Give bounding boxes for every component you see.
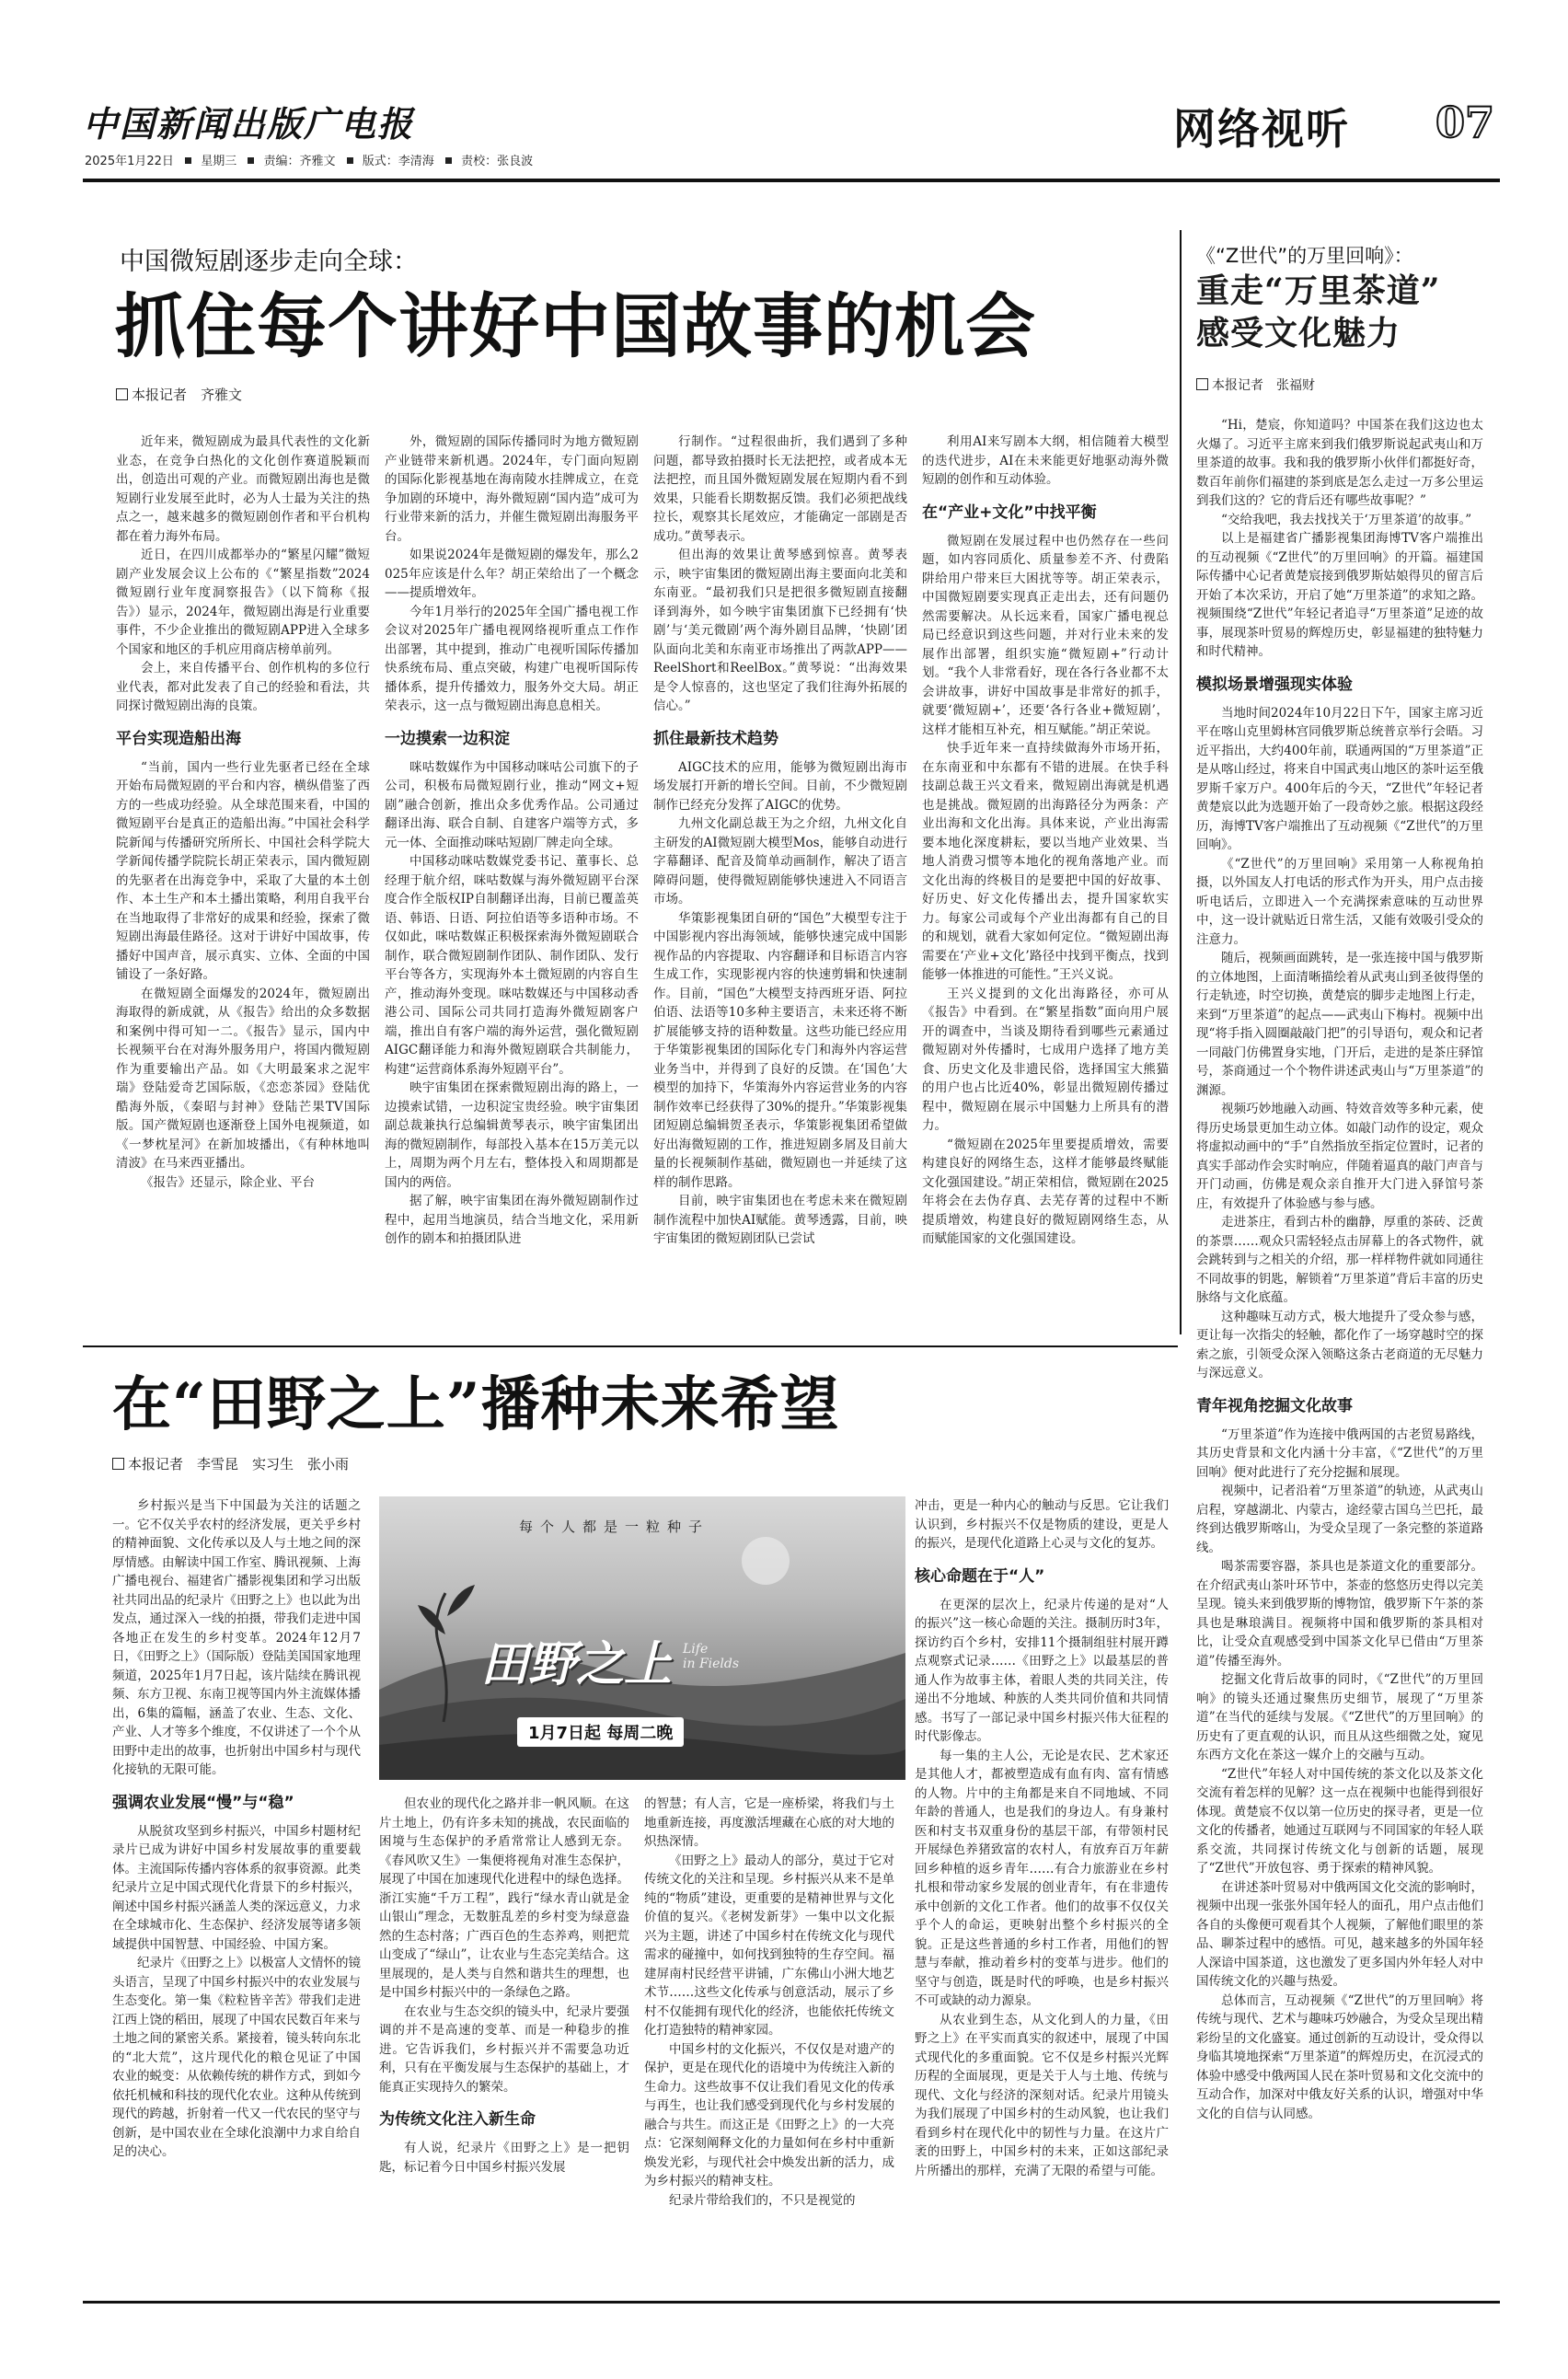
paragraph: 总体而言，互动视频《“Z世代”的万里回响》将传统与现代、艺术与趣味巧妙融合，为受众呈现出精彩纷呈的文化盛宴。通过创新的互动设计，受众得以身临其境地探索“万里茶道”的辉煌历史，在沉浸式的体验中感受中俄两国人民在茶叶贸易和文化交流中的互动合作，加深对中俄友好关系的认识，增强对中华文化的自信与认同感。: [1196, 1992, 1483, 2121]
editor-credit: 责编：齐雅文: [263, 155, 336, 168]
paragraph: 冲击，更是一种内心的触动与反思。它让我们认识到，乡村振兴不仅是物质的建设，更是人的振兴，是现代化道路上心灵与文化的复苏。: [915, 1498, 1169, 1551]
col1-paras-a: [116, 433, 370, 716]
paragraph: AIGC技术的应用，能够为微短剧出海市场发展打开新的增长空间。目前，不少微短剧制作已经充分发挥了AIGC的优势。: [653, 759, 907, 813]
page-number: 07: [1435, 98, 1495, 147]
subheading-simulation: 模拟场景增强现实体验: [1196, 675, 1353, 694]
paragraph: 会上，来自传播平台、创作机构的多位行业代表，都对此发表了自己的经验和看法，共同探讨微短剧出海的良策。: [116, 661, 370, 713]
article2-kicker: 《“Z世代”的万里回响》：: [1196, 245, 1413, 267]
article1-title: 抓住每个讲好中国故事的机会: [115, 285, 1036, 367]
paragraph: 乡村振兴是当下中国最为关注的话题之一。它不仅关乎农村的经济发展，更关乎乡村的精神面貌、文化传承以及人与土地之间的深厚情感。由解读中国工作室、腾讯视频、上海广播电视台、福建省广播影视集团和学习出版社共同出品的纪录片《田野之上》也以此为出发点，通过深入一线的拍摄，带我们走进中国各地正在发生的乡村变革。2024年12月7日，《田野之上》（国际版）登陆美国国家地理频道，2025年1月7日起，该片陆续在腾讯视频、东方卫视、东南卫视等国内外主流媒体播出，6集的篇幅，涵盖了农业、生态、文化、产业、人才等多个维度，不仅讲述了一个个从田野中走出的故事，也折射出中国乡村与现代化接轨的无限可能。: [112, 1498, 361, 1777]
paragraph: 但农业的现代化之路并非一帆风顺。在这片土地上，仍有许多未知的挑战，农民面临的困境与生态保护的矛盾常常让人感到无奈。《春风吹又生》一集便将视角对准生态保护，展现了中国在加速现代化进程中的绿色选择。浙江实施“千万工程”，践行“绿水青山就是金山银山”理念，无数脏乱差的乡村变为绿意盎然的生态村落；广西百色的生态养鸡，则把荒山变成了“绿山”，让农业与生态完美结合。这里展现的，是人类与自然和谐共生的理想，也是中国乡村振兴中的一条绿色之路。: [379, 1796, 629, 2000]
subheading-tradition: 为传统文化注入新生命: [379, 2110, 536, 2129]
paragraph: 的智慧；有人言，它是一座桥梁，将我们与土地重新连接，再度激活埋藏在心底的对大地的炽热深情。: [644, 1796, 894, 1849]
paper-name: 中国新闻出版广电报: [83, 103, 415, 144]
poster-airtime: 1月7日起 每周二晚: [517, 1717, 684, 1747]
article1-col4: [922, 433, 1169, 1334]
paragraph: 从脱贫攻坚到乡村振兴，中国乡村题材纪录片已成为讲好中国乡村发展故事的重要载体。主流国际传播内容体系的叙事资源。此类纪录片立足中国式现代化背景下的乡村振兴，阐述中国乡村振兴涵盖人类的深远意义，力求在全球城市化、生态保护、经济发展等诸多领域提供中国智慧、中国经验、中国方案。: [112, 1823, 361, 1952]
paragraph: 每一集的主人公，无论是农民、艺术家还是其他人才，都被塑造成有血有肉、富有情感的人物。片中的主角都是来自不同地域、不同年龄的普通人，也是我们的身边人。有身兼村医和村支书双重身份的基层干部，有带领村民开展绿色养猪致富的农村人，有放弃百万年薪回乡种植的返乡青年……有合力旅游业在乡村扎根和带动家乡发展的创业青年，有在非遗传承中创新的文化工作者。他们的故事不仅仅关乎个人的命运，更映射出整个乡村振兴的全貌。正是这些普通的乡村工作者，用他们的智慧与奉献，推动着乡村的变革与进步。他们的坚守与创造，既是时代的呼唤，也是乡村振兴不可或缺的动力源泉。: [915, 1748, 1169, 2008]
paragraph: 在农业与生态交织的镜头中，纪录片要强调的并不是高速的变革、而是一种稳步的推进。它告诉我们，乡村振兴并不需要急功近利，只有在平衡发展与生态保护的基础上，才能真正实现持久的繁荣。: [379, 2004, 629, 2095]
paragraph: “Z世代”年轻人对中国传统的茶文化以及茶文化交流有着怎样的见解？这一点在视频中也能得到很好体现。黄楚宸不仅以第一位历史的探寻者，更是一位文化的传播者，她通过互联网与不同国家的年轻人联系交流，共同探讨传统文化与创新的话题，展现了“Z世代”开放包容、勇于探索的精神风貌。: [1196, 1766, 1483, 1876]
paragraph: 近年来，微短剧成为最具代表性的文化新业态，在竞争白热化的文化创作赛道脱颖而出，创造出可观的产业。而微短剧出海也是微短剧行业发展至此时，必为人士最为关注的热点之一，越来越多的微短剧创作者和平台机构都在着力海外布局。: [116, 434, 370, 544]
article3-byline: 本报记者 李雪昆 实习生 张小雨: [112, 1454, 349, 1473]
documentary-poster: [379, 1496, 905, 1780]
subheading-balance: 在“产业+文化”中找平衡: [922, 502, 1097, 522]
paragraph: “万里茶道”作为连接中俄两国的古老贸易路线，其历史背景和文化内涵十分丰富，《“Z世代”的万里回响》便对此进行了充分挖掘和展现。: [1196, 1426, 1483, 1480]
paragraph: 外，微短剧的国际传播同时为地方微短剧产业链带来新机遇。2024年，专门面向短剧的国际化影视基地在海南陵水挂牌成立，在竞争加剧的环境中，海外微短剧“国内造”成可为行业带来新的活力，并催生微短剧出海服务平台。: [385, 434, 639, 544]
paragraph: 快手近年来一直持续做海外市场开拓，在东南亚和中东都有不错的进展。在快手科技副总裁王兴文看来，微短剧出海就是机遇也是挑战。微短剧的出海路径分为两条：产业出海和文化出海。具体来说，产业出海需要本地化深度耕耘，要以当地产业效果、当地人消费习惯等本地化的视角落地产业。而文化出海的终极目的是要把中国的好故事、好历史、好文化传播出去，提升国家软实力。每家公司或每个产业出海都有自己的目的和规划，就看大家如何定位。“微短剧出海需要在‘产业+文化’路径中找到平衡点，找到能够一体推进的可能性。”王兴义说。: [922, 741, 1169, 982]
paragraph: 当地时间2024年10月22日下午，国家主席习近平在喀山克里姆林宫同俄罗斯总统普京举行会晤。习近平指出，大约400年前，联通两国的“万里茶道”正是从喀山经过，将来自中国武夷山地区的茶叶运至俄罗斯千家万户。400年后的今天，“Z世代”年轻记者黄楚宸以此为选题开始了一段奇妙之旅。根据这段经历，海博TV客户端推出了互动视频《“Z世代”的万里回响》。: [1196, 705, 1483, 852]
column-divider: [1180, 230, 1182, 1334]
paragraph: 随后，视频画面跳转，是一张连接中国与俄罗斯的立体地图，上面清晰描绘着从武夷山到圣彼得堡的行走轨迹，时空切换，黄楚宸的脚步走地图上行走，来到“万里茶道”的起点——武夷山下梅村。视频中出现“将手指入圆圈敲敲门把”的引导语句，观众和记者一同敲门仿佛置身实地，门开后，走进的是茶庄驿馆号，茶商通过一个个物件讲述武夷山与“万里茶道”的渊源。: [1196, 951, 1483, 1098]
article2-title-line2: 感受文化魅力: [1196, 314, 1401, 352]
paragraph: 视频巧妙地融入动画、特效音效等多种元素，使得历史场景更加生动立体。如敲门动作的设定，观众将虚拟动画中的“手”自然指放至指定位置时，记者的真实手部动作会实时响应，伴随着逼真的敲门声音与开门动画，仿佛是观众亲自推开大门进入驿馆号茶庄，有效提升了体验感与参与感。: [1196, 1102, 1483, 1211]
article1-byline: 本报记者 齐雅文: [116, 385, 242, 404]
article1-col2: [385, 433, 639, 1334]
paragraph: 今年1月举行的2025年全国广播电视工作会议对2025年广播电视网络视听重点工作作出部署，其中提到，推动广电视听国际传播加快系统布局、重点突破，构建广电视听国际传播体系，提升传播效力，服务外交大局。胡正荣表示，这一点与微短剧出海息息相关。: [385, 604, 639, 713]
article3-col2: [379, 1795, 629, 2292]
paragraph: “微短剧在2025年里要提质增效，需要构建良好的网络生态，这样才能够最终赋能文化强国建设。”胡正荣相信，微短剧在2025年将会在去伪存真、去芜存菁的过程中不断提质增效，构建良好的微短剧网络生态，从而赋能国家的文化强国建设。: [922, 1137, 1169, 1246]
paragraph: 以上是福建省广播影视集团海博TV客户端推出的互动视频《“Z世代”的万里回响》的开篇。福建国际传播中心记者黄楚宸接到俄罗斯姑娘得贝的留言后开始了本次采访，开启了她“万里茶道”的求知之路。视频围绕“Z世代”年轻记者追寻“万里茶道”足迹的故事，展现茶叶贸易的辉煌历史，彰显福建的独特魅力和时代精神。: [1196, 531, 1483, 659]
subheading-platform: 平台实现造船出海: [116, 729, 241, 748]
paragraph: 在讲述茶叶贸易对中俄两国文化交流的影响时，视频中出现一张张外国年轻人的面孔，用户点击他们各自的头像便可观看其个人视频，了解他们眼里的茶品、聊茶过程中的感悟。可见，越来越多的外国年轻人深谙中国茶道，这也激发了更多国内外年轻人对中国传统文化的兴趣与热爱。: [1196, 1879, 1483, 1989]
issue-date: 2025年1月22日: [85, 155, 174, 168]
paragraph: 王兴义提到的文化出海路径，亦可从《报告》中看到。在“繁星指数”面向用户展开的调查中，当谈及期待看到哪些元素通过微短剧对外传播时，七成用户选择了地方美食、历史文化及非遗民俗，选择国宝大熊猫的用户也占比近40%，彰显出微短剧传播过程中，微短剧在展示中国魅力上所具有的潜力。: [922, 986, 1169, 1133]
paragraph: 近日，在四川成都举办的“繁星闪耀”微短剧产业发展会议上公布的《“繁星指数”2024微短剧行业年度洞察报告》（以下简称《报告》）显示，2024年，微短剧出海是行业重要事件，不少企业推出的微短剧APP进入全球多个国家和地区的手机应用商店榜单前列。: [116, 548, 370, 657]
paragraph: 纪录片《田野之上》以极富人文情怀的镜头语言，呈现了中国乡村振兴中的农业发展与生态变化。第一集《粒粒皆辛苦》带我们走进江西上饶的稻田，展现了中国农民数百年来与土地之间的紧密关系。紧接着，镜头转向东北的“北大荒”，这片现代化的粮仓见证了中国农业的蜕变：从依赖传统的耕作方式，到如今依托机械和科技的现代化农业。这种从传统到现代的跨越，折射着一代又一代农民的坚守与创新，是中国农业在全球化浪潮中力求自给自足的决心。: [112, 1956, 361, 2159]
masthead-info: [85, 151, 533, 168]
paragraph: 九州文化副总裁王为之介绍，九州文化自主研发的AI微短剧大模型Mos，能够自动进行字幕翻译、配音及简单动画制作，解决了语言障碍问题，使得微短剧能够快速进入不同语言市场。: [653, 816, 907, 907]
masthead: [83, 92, 1500, 177]
paragraph: 行制作。“过程很曲折，我们遇到了多种问题，都导致拍摄时长无法把控，或者成本无法把控，而且国外微短剧发展在短期内看不到效果，只能看长期数据反馈。我们必须把战线拉长，观察其长尾效应，才能确定一部剧是否成功。”黄琴表示。: [653, 434, 907, 544]
article3-col3: [644, 1795, 894, 2292]
paragraph: 华策影视集团自研的“国色”大模型专注于中国影视内容出海领域，能够快速完成中国影视作品的内容提取、内容翻译和目标语言内容生成工作，实现影视内容的快速剪辑和快速制作。目前，“国色”大模型支持西班牙语、阿拉伯语、法语等10多种主要语言，未来还将不断扩展能够支持的语种数量。这些功能已经应用于华策影视集团的国际化专门和海外内容运营业务当中，并得到了良好的反馈。在‘国色’大模型的加持下，华策海外内容运营业务的内容制作效率已经获得了30%的提升。”华策影视集团短剧总编辑贺圣表示，华策影视集团希望做好出海微短剧的工作，推进短剧多屑及目前大量的长视频制作基础，微短剧也一并延续了这样的制作思路。: [653, 910, 907, 1190]
paragraph: 喝茶需要容器，茶具也是茶道文化的重要部分。在介绍武夷山茶叶环节中，茶壶的悠悠历史得以完美呈现。镜头来到俄罗斯的博物馆，俄罗斯下午茶的茶具也是琳琅满目。视频将中国和俄罗斯的茶具相对比，让受众直观感受到中国茶文化早已借由“万里茶道”传播至海外。: [1196, 1559, 1483, 1669]
paragraph: 目前，映宇宙集团也在考虑未来在微短剧制作流程中加快AI赋能。黄琴透露，目前，映宇宙集团的微短剧团队已尝试: [653, 1194, 907, 1246]
poster-tagline: 每个人都是一粒种子: [519, 1519, 710, 1535]
article-divider: [83, 1345, 1178, 1347]
paragraph: 从农业到生态，从文化到人的力量，《田野之上》在平实而真实的叙述中，展现了中国式现代化的多重面貌。它不仅是乡村振兴光辉历程的全面展现，更是关于人与土地、传统与现代、文化与经济的深刻对话。纪录片用镜头为我们展现了中国乡村的生动风貌，也让我们看到乡村在现代化中的韧性与力量。在这片广袤的田野上，中国乡村的未来，正如这部纪录片所播出的那样，充满了无限的希望与可能。: [915, 2012, 1169, 2178]
byline-box-icon: [112, 1458, 124, 1470]
footer-rule: [83, 2301, 1500, 2304]
paragraph: 利用AI来写剧本大纲，相信随着大模型的迭代进步，AI在未来能更好地驱动海外微短剧的创作和互动体验。: [922, 434, 1169, 487]
byline-box-icon: [1196, 378, 1208, 390]
layout-credit: 版式：李清海: [362, 155, 434, 168]
paragraph: 视频中，记者沿着“万里茶道”的轨迹，从武夷山启程，穿越湖北、内蒙古，途经蒙古国乌兰巴托，最终到达俄罗斯喀山，为受众呈现了一条完整的茶道路线。: [1196, 1484, 1483, 1555]
byline-box-icon: [116, 388, 128, 400]
paragraph: 据了解，映宇宙集团在海外微短剧制作过程中，起用当地演员，结合当地文化，采用新创作的剧本和拍摄团队进: [385, 1194, 639, 1246]
article3-col4: [915, 1496, 1169, 2288]
subheading-agriculture: 强调农业发展“慢”与“稳”: [112, 1793, 294, 1812]
paragraph: 挖掘文化背后故事的同时，《“Z世代”的万里回响》的镜头还通过聚焦历史细节，展现了“万里茶道”在当代的延续与发展。《“Z世代”的万里回响》的历史有了更直观的认识，而且从这些细微之处，窥见东西方文化在茶这一媒介上的交融与互动。: [1196, 1672, 1483, 1762]
article1-col1: [116, 433, 370, 1334]
paragraph: 《“Z世代”的万里回响》采用第一人称视角拍摄，以外国友人打电话的形式作为开头，用户点击接听电话后，立即进入一个充满探索意味的互动世界中，这一设计就贴近日常生活，又能有效吸引受众的注意力。: [1196, 856, 1483, 947]
article3-title: 在“田野之上”播种未来希望: [112, 1370, 840, 1439]
article1-kicker: 中国微短剧逐步走向全球：: [120, 248, 418, 276]
article2-byline: 本报记者 张福财: [1196, 375, 1315, 394]
paragraph: 中国乡村的文化振兴，不仅仅是对遗产的保护，更是在现代化的语境中为传统注入新的生命力。这些故事不仅让我们看见文化的传承与再生，也让我们感受到现代化与乡村发展的融合与共生。而这正是《田野之上》的一大亮点：它深刻阐释文化的力量如何在乡村中重新焕发光彩，与现代社会中焕发出新的活力，成为乡村振兴的精神支柱。: [644, 2041, 894, 2188]
issue-weekday: 星期三: [201, 155, 237, 168]
paragraph: “Hi，楚宸，你知道吗？中国茶在我们这边也太火爆了。习近平主席来到我们俄罗斯说起武夷山和万里茶道的故事。我和我的俄罗斯小伙伴们都挺好奇，数百年前你们福建的茶到底是怎么走过一万多公里运到我们这的？它的背后还有哪些故事呢？”: [1196, 418, 1483, 508]
paragraph: “交给我吧，我去找找关于‘万里茶道’的故事。”: [1221, 512, 1472, 527]
subheading-technology: 抓住最新技术趋势: [653, 729, 778, 748]
paragraph: 《报告》还显示，除企业、平台: [141, 1174, 315, 1190]
paragraph: 有人说，纪录片《田野之上》是一把钥匙，标记着今日中国乡村振兴发展: [379, 2141, 629, 2175]
paragraph: 走进茶庄，看到古朴的幽静，厚重的茶砖、泛黄的茶票……观众只需轻轻点击屏幕上的各式物件，就会跳转到与之相关的介绍，那一样样物件就如同通往不同故事的钥匙，解锁着“万里茶道”背后丰富的历史脉络与文化底蕴。: [1196, 1215, 1483, 1305]
paragraph: 纪录片带给我们的，不只是视觉的: [669, 2192, 856, 2208]
article2-body: [1196, 416, 1483, 2275]
paragraph: 中国移动咪咕数媒党委书记、董事长、总经理于航介绍，咪咕数媒与海外微短剧平台深度合作全版权IP自制翻译出海，目前已覆盖英语、韩语、日语、阿拉伯语等多语种市场。不仅如此，咪咕数媒正积极探索海外微短剧联合制作，联合微短剧制作团队、制作团队、发行平台等各方，实现海外本土微短剧的内容自生产，推动海外变现。咪咕数媒还与中国移动香港公司、国际公司共同打造海外微短剧客户端，推出自有客户端的海外运营，强化微短剧AIGC翻译能力和海外微短剧联合共制能力，构建“运营商体系海外短剧平台”。: [385, 854, 639, 1077]
article3-col1: [112, 1496, 361, 2288]
subheading-explore: 一边摸索一边积淀: [385, 729, 510, 748]
paragraph: 在更深的层次上，纪录片传递的是对“人的振兴”这一核心命题的关注。摄制历时3年，探访约百个乡村，安排11个摄制组驻村展开蹲点观察式记录……《田野之上》以最基层的普通人作为故事主体，着眼人类的共同关注，传递出不分地域、种族的人类共同价值和共同情感。书写了一部记录中国乡村振兴伟大征程的时代影像志。: [915, 1597, 1169, 1744]
paragraph: 映宇宙集团在探索微短剧出海的路上，一边摸索试错，一边积淀宝贵经验。映宇宙集团副总裁兼执行总编辑黄琴表示，映宇宙集团出海的微短剧制作，每部投入基本在15万美元以上，周期为两个月左右，整体投入和周期都是国内的两倍。: [385, 1080, 639, 1190]
paragraph: 如果说2024年是微短剧的爆发年，那么2025年应该是什么年？胡正荣给出了一个概念——提质增效年。: [385, 548, 639, 600]
proofreader-credit: 责校：张良波: [461, 155, 534, 168]
poster-title-en: Life in Fields: [683, 1642, 740, 1671]
article1-col3: [653, 433, 907, 1334]
subheading-youth: 青年视角挖掘文化故事: [1196, 1396, 1353, 1415]
paragraph: 咪咕数媒作为中国移动咪咕公司旗下的子公司，积极布局微短剧行业，推动“网文+短剧”融合创新，推出众多优秀作品。公司通过翻译出海、联合自制、自建客户端等方式，多元一体、全面推动咪咕短剧厂牌走向全球。: [385, 759, 639, 850]
paragraph: 在微短剧全面爆发的2024年，微短剧出海取得的新成就，从《报告》给出的众多数据和案例中得可知一二。《报告》显示，国内中长视频平台在对海外服务用户，将国内微短剧作为重要输出产品。如《大明最案求之泥牢瑞》登陆爱奇艺国际版，《恋恋茶园》登陆优酷海外版，《秦昭与封神》登陆芒果TV国际版。国产微短剧也逐渐登上国外电视频道，如《一梦枕星河》在新加坡播出，《有种林地叫清波》在马来西亚播出。: [116, 986, 370, 1171]
subheading-people: 核心命题在于“人”: [915, 1566, 1045, 1586]
paragraph: 微短剧在发展过程中也仍然存在一些问题，如内容同质化、质量参差不齐、付费陷阱给用户带来巨大困扰等等。胡正荣表示，中国微短剧要实现真正走出去，还有问题仍然需要解决。从长远来看，国家广播电视总局已经意识到这些问题，并对行业未来的发展作出部署，组织实施“微短剧+”行动计划。“我个人非常看好，现在各行各业都不太会讲故事，讲好中国故事是非常好的抓手，就要‘微短剧+’，还要‘各行各业+微短剧’，这样才能相互补充，相互赋能。”胡正荣说。: [922, 533, 1169, 737]
paragraph: 《田野之上》最动人的部分，莫过于它对传统文化的关注和呈现。乡村振兴从来不是单纯的“物质”建设，更重要的是精神世界与文化价值的复兴。《老树发新芽》一集中以文化振兴为主题，讲述了中国乡村在传统文化与现代需求的碰撞中，如何找到独特的生存空间。福建屏南村民经营平讲铺，广东佛山小洲大地艺术节……这些文化传承与创意活动，展示了乡村不仅能拥有现代化的经济，也能依托传统文化打造独特的精神家园。: [644, 1853, 894, 2038]
section-name: 网络视听: [1173, 104, 1350, 154]
article2-title-line1: 重走“万里茶道”: [1196, 271, 1441, 310]
paragraph: “当前，国内一些行业先驱者已经在全球开始布局微短剧的平台和内容，横纵借鉴了西方的一些成功经验。从全球范围来看，中国的微短剧平台是真正的造船出海。”中国社会科学院新闻与传播研究所所长、中国社会科学院大学新闻传播学院院长胡正荣表示，国内微短剧的先驱者在出海竞争中，采取了大量的本土创作、本土生产和本土播出策略，利用自我平台在当地取得了非常好的成果和经验，探索了微短剧出海最佳路径。这对于讲好中国故事，传播好中国声音，展示真实、立体、全面的中国铺设了一条好路。: [116, 759, 370, 982]
poster-title: 田野之上: [480, 1636, 673, 1692]
paragraph: 但出海的效果让黄琴感到惊喜。黄琴表示，映宇宙集团的微短剧出海主要面向北美和东南亚。“最初我们只是把很多微短剧直接翻译到海外，如今映宇宙集团旗下已经拥有‘快剧’与‘美元微剧’两个海外剧目品牌，‘快剧’团队面向北美和东南亚市场推出了两款APP——ReelShort和ReelBox。”黄琴说：“出海效果是令人惊喜的，这也坚定了我们往海外拓展的信心。”: [653, 548, 907, 713]
paragraph: 这种趣味互动方式，极大地提升了受众参与感，更让每一次指尖的轻触，都化作了一场穿越时空的探索之旅，引领受众深入领略这条古老商道的无尽魅力与深远意义。: [1196, 1309, 1483, 1380]
masthead-rule: [83, 179, 1500, 182]
